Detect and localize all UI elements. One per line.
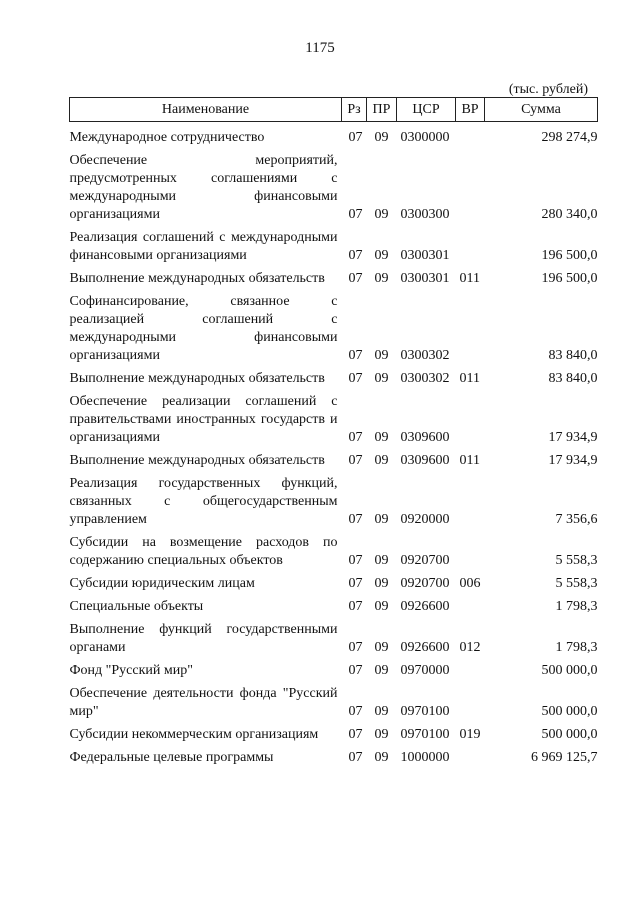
table-row — [70, 529, 598, 570]
cell-rz: 07 — [348, 348, 363, 363]
header-sum: Сумма — [485, 98, 598, 122]
cell-csr: 0300300 — [400, 207, 450, 222]
cell-sum: 196 500,0 — [541, 271, 598, 286]
cell-rz: 07 — [348, 599, 363, 614]
cell-pr: 09 — [374, 704, 389, 719]
cell-csr: 0300000 — [400, 130, 450, 145]
cell-rz: 07 — [348, 207, 363, 222]
table-row — [70, 570, 598, 593]
cell-pr: 09 — [374, 371, 389, 386]
cell-sum: 500 000,0 — [541, 704, 598, 719]
cell-sum: 196 500,0 — [541, 248, 598, 263]
cell-pr: 09 — [374, 130, 389, 145]
cell-rz: 07 — [348, 130, 363, 145]
cell-sum: 7 356,6 — [555, 512, 598, 527]
table-row — [70, 657, 598, 680]
cell-csr: 0926600 — [400, 599, 450, 614]
cell-pr: 09 — [374, 430, 389, 445]
cell-pr: 09 — [374, 727, 389, 742]
table-row — [70, 680, 598, 721]
cell-name: Выполнение международных обязательств — [69, 453, 325, 468]
cell-csr: 1000000 — [400, 750, 450, 765]
cell-sum: 280 340,0 — [541, 207, 598, 222]
table-row — [70, 470, 598, 529]
table-row — [70, 744, 598, 767]
cell-name: Федеральные целевые программы — [69, 750, 274, 765]
cell-pr: 09 — [374, 271, 389, 286]
table-row — [70, 616, 598, 657]
cell-name: Обеспечение мероприятий, предусмотренных соглашениями с международными финансовыми организациями — [69, 153, 338, 222]
cell-sum: 17 934,9 — [548, 430, 598, 445]
header-vr: ВР — [456, 98, 485, 122]
cell-vr — [456, 388, 485, 447]
cell-name: Реализация соглашений с международными финансовыми организациями — [69, 230, 338, 263]
cell-name: Международное сотрудничество — [69, 130, 265, 145]
cell-pr: 09 — [374, 512, 389, 527]
cell-pr: 09 — [374, 576, 389, 591]
cell-vr: 019 — [459, 727, 481, 742]
cell-rz: 07 — [348, 640, 363, 655]
table-header-row — [70, 98, 598, 122]
cell-csr: 0970000 — [400, 663, 450, 678]
cell-vr: 011 — [459, 271, 480, 286]
cell-vr — [456, 147, 485, 224]
cell-sum: 1 798,3 — [555, 599, 598, 614]
cell-rz: 07 — [348, 553, 363, 568]
cell-name: Субсидии юридическим лицам — [69, 576, 255, 591]
cell-rz: 07 — [348, 750, 363, 765]
cell-vr — [456, 744, 485, 767]
cell-csr: 0300302 — [400, 371, 450, 386]
table-row — [70, 147, 598, 224]
cell-name: Субсидии некоммерческим организациям — [69, 727, 319, 742]
table-row — [70, 122, 598, 148]
cell-vr: 011 — [459, 453, 480, 468]
table-row — [70, 721, 598, 744]
cell-pr: 09 — [374, 553, 389, 568]
cell-vr — [456, 680, 485, 721]
header-rz: Рз — [342, 98, 367, 122]
cell-csr: 0970100 — [400, 704, 450, 719]
cell-pr: 09 — [374, 348, 389, 363]
cell-pr: 09 — [374, 453, 389, 468]
cell-name: Обеспечение реализации соглашений с правительствами иностранных государств и организациями — [69, 394, 338, 445]
cell-csr: 0926600 — [400, 640, 450, 655]
table-row — [70, 265, 598, 288]
cell-sum: 500 000,0 — [541, 727, 598, 742]
cell-rz: 07 — [348, 271, 363, 286]
cell-sum: 500 000,0 — [541, 663, 598, 678]
cell-csr: 0300302 — [400, 348, 450, 363]
cell-rz: 07 — [348, 371, 363, 386]
budget-table — [69, 97, 598, 767]
cell-sum: 5 558,3 — [555, 576, 598, 591]
cell-rz: 07 — [348, 663, 363, 678]
cell-vr — [456, 593, 485, 616]
cell-pr: 09 — [374, 640, 389, 655]
cell-name: Фонд "Русский мир" — [69, 663, 193, 678]
cell-sum: 1 798,3 — [555, 640, 598, 655]
table-row — [70, 447, 598, 470]
table-row — [70, 593, 598, 616]
table-row — [70, 388, 598, 447]
cell-vr: 006 — [459, 576, 481, 591]
cell-sum: 6 969 125,7 — [531, 750, 598, 765]
cell-vr — [456, 529, 485, 570]
cell-rz: 07 — [348, 248, 363, 263]
cell-pr: 09 — [374, 207, 389, 222]
cell-pr: 09 — [374, 663, 389, 678]
cell-sum: 17 934,9 — [548, 453, 598, 468]
table-row — [70, 288, 598, 365]
cell-pr: 09 — [374, 599, 389, 614]
cell-csr: 0309600 — [400, 453, 450, 468]
cell-name: Софинансирование, связанное с реализацией соглашений с международными финансовыми организациями — [69, 294, 338, 363]
cell-rz: 07 — [348, 430, 363, 445]
cell-csr: 0920000 — [400, 512, 450, 527]
table-row — [70, 365, 598, 388]
cell-vr — [456, 224, 485, 265]
cell-name: Субсидии на возмещение расходов по содержанию специальных объектов — [69, 535, 338, 568]
cell-rz: 07 — [348, 576, 363, 591]
cell-rz: 07 — [348, 512, 363, 527]
cell-vr — [456, 288, 485, 365]
cell-vr — [456, 470, 485, 529]
cell-rz: 07 — [348, 704, 363, 719]
cell-csr: 0970100 — [400, 727, 450, 742]
cell-csr: 0309600 — [400, 430, 450, 445]
cell-sum: 298 274,9 — [541, 130, 598, 145]
cell-rz: 07 — [348, 453, 363, 468]
cell-name: Реализация государственных функций, связанных с общегосударственным управлением — [69, 476, 338, 527]
cell-pr: 09 — [374, 248, 389, 263]
cell-csr: 0920700 — [400, 576, 450, 591]
cell-vr — [456, 122, 485, 148]
cell-sum: 5 558,3 — [555, 553, 598, 568]
cell-name: Выполнение функций государственными органами — [69, 622, 338, 655]
cell-pr: 09 — [374, 750, 389, 765]
header-name: Наименование — [70, 98, 342, 122]
cell-sum: 83 840,0 — [548, 371, 598, 386]
page-number: 1175 — [305, 40, 335, 56]
units-label: (тыс. рублей) — [508, 82, 588, 97]
cell-rz: 07 — [348, 727, 363, 742]
cell-name: Специальные объекты — [69, 599, 204, 614]
cell-csr: 0300301 — [400, 271, 450, 286]
cell-vr — [456, 657, 485, 680]
cell-vr: 012 — [459, 640, 481, 655]
cell-csr: 0920700 — [400, 553, 450, 568]
header-csr: ЦСР — [397, 98, 456, 122]
cell-sum: 83 840,0 — [548, 348, 598, 363]
header-pr: ПР — [367, 98, 397, 122]
cell-vr: 011 — [459, 371, 480, 386]
cell-name: Выполнение международных обязательств — [69, 371, 325, 386]
cell-csr: 0300301 — [400, 248, 450, 263]
cell-name: Обеспечение деятельности фонда "Русский мир" — [69, 686, 338, 719]
cell-name: Выполнение международных обязательств — [69, 271, 325, 286]
table-row — [70, 224, 598, 265]
